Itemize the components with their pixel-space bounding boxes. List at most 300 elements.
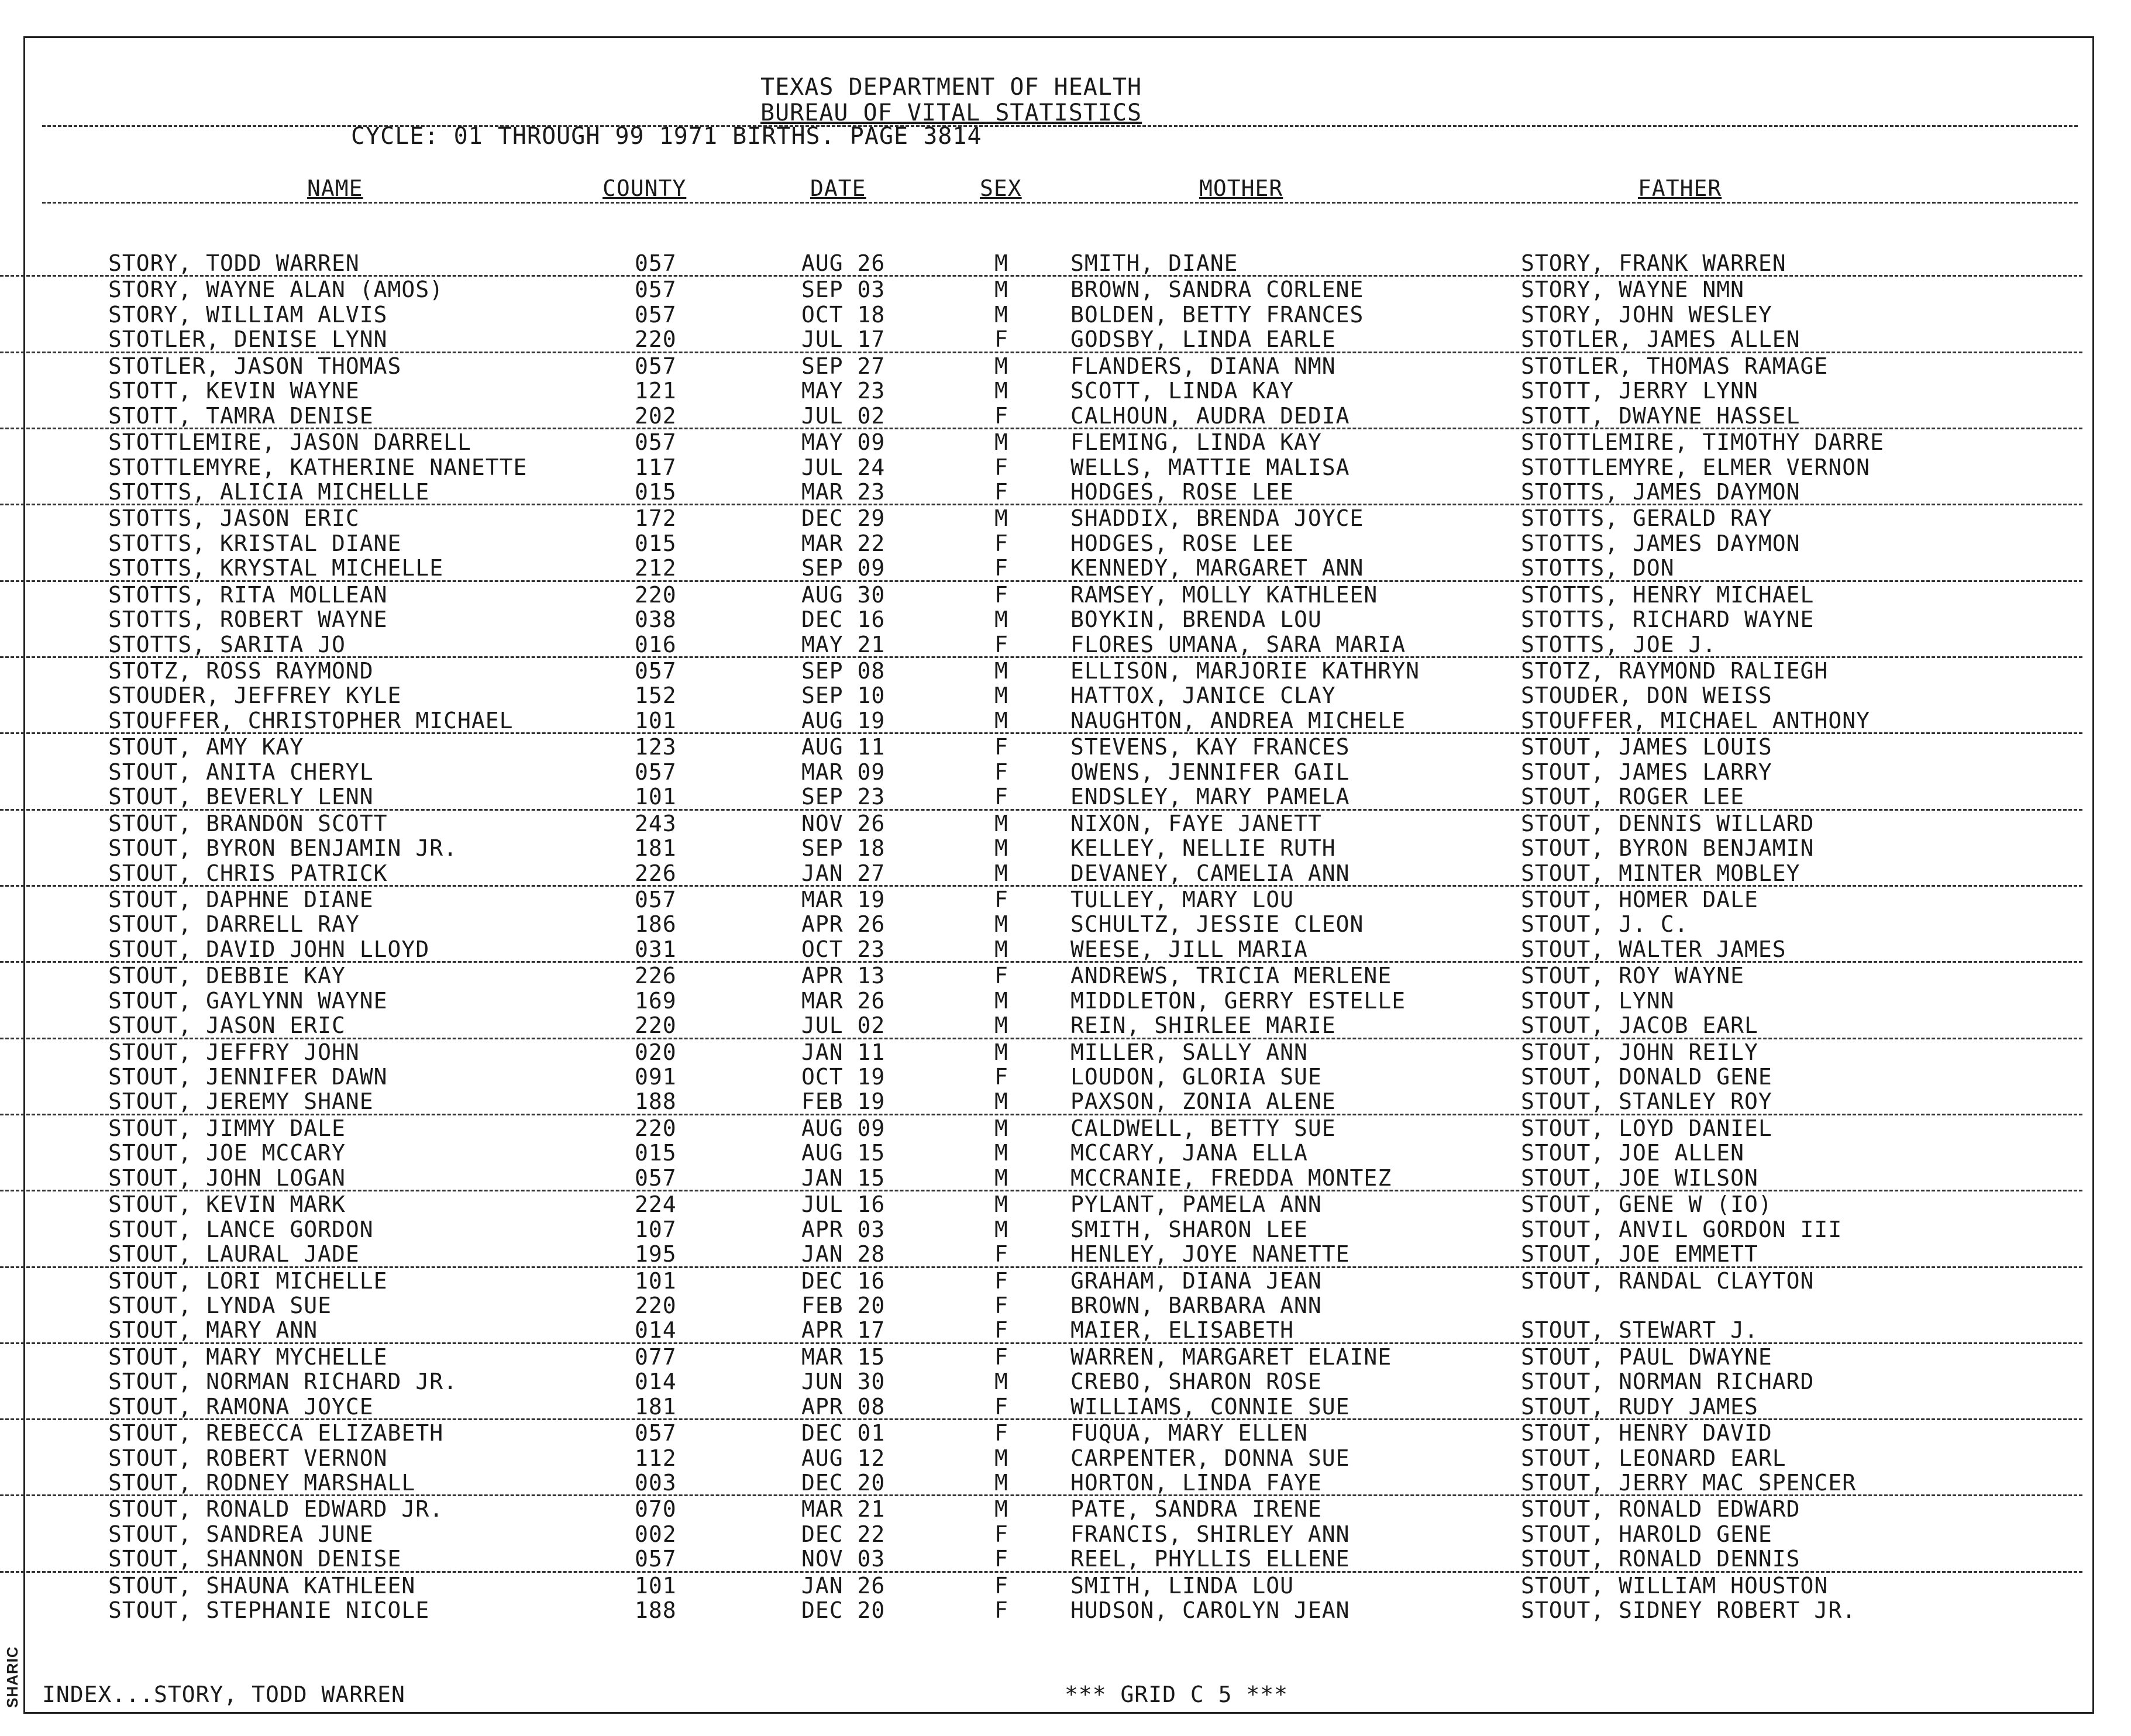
table-row xyxy=(0,250,2082,277)
table-row xyxy=(0,811,2082,835)
record-name: STOUT, SHANNON DENISE xyxy=(108,1546,402,1572)
record-sex: F xyxy=(994,402,1008,429)
record-name: STOTTS, ROBERT WAYNE xyxy=(108,607,388,633)
record-date: AUG 09 xyxy=(801,1115,886,1141)
record-county: 057 xyxy=(635,658,677,684)
record-sex: F xyxy=(994,530,1008,556)
record-date: JUL 02 xyxy=(801,1012,886,1039)
record-name: STOUT, LYNDA SUE xyxy=(108,1292,332,1318)
record-date: JUN 30 xyxy=(801,1369,886,1395)
record-sex: F xyxy=(994,631,1008,657)
record-county: 112 xyxy=(635,1445,677,1471)
record-name: STOUT, AMY KAY xyxy=(108,734,304,760)
record-father: STOTTS, DON xyxy=(1521,555,1675,581)
record-county: 091 xyxy=(635,1064,677,1090)
record-county: 002 xyxy=(635,1521,677,1547)
record-date: APR 13 xyxy=(801,963,886,989)
record-father: STOTT, JERRY LYNN xyxy=(1521,378,1758,404)
record-county: 220 xyxy=(635,1012,677,1039)
header-cycle: CYCLE: 01 THROUGH 99 1971 BIRTHS. PAGE 3814 xyxy=(351,123,982,150)
record-county: 123 xyxy=(635,734,677,760)
record-mother: WEESE, JILL MARIA xyxy=(1070,936,1308,962)
record-mother: HUDSON, CAROLYN JEAN xyxy=(1070,1597,1350,1624)
record-name: STOUT, JENNIFER DAWN xyxy=(108,1064,388,1090)
record-mother: TULLEY, MARY LOU xyxy=(1070,886,1295,912)
record-father: STOUT, LEONARD EARL xyxy=(1521,1445,1786,1471)
record-father: STOUT, GENE W (IO) xyxy=(1521,1191,1772,1218)
record-county: 101 xyxy=(635,1572,677,1599)
record-father: STOUT, ROY WAYNE xyxy=(1521,963,1745,989)
record-name: STOUT, ANITA CHERYL xyxy=(108,759,374,785)
record-father: STOUT, WALTER JAMES xyxy=(1521,936,1786,962)
record-date: JUL 24 xyxy=(801,454,886,480)
record-father: STORY, JOHN WESLEY xyxy=(1521,301,1772,328)
table-row xyxy=(0,1420,2082,1445)
record-county: 212 xyxy=(635,555,677,581)
record-name: STOUT, DARRELL RAY xyxy=(108,911,360,938)
record-name: STOTTLEMIRE, JASON DARRELL xyxy=(108,429,471,456)
record-name: STOUT, LAURAL JADE xyxy=(108,1241,360,1267)
record-sex: M xyxy=(994,250,1008,276)
record-date: APR 17 xyxy=(801,1317,886,1344)
record-mother: CREBO, SHARON ROSE xyxy=(1070,1369,1322,1395)
record-sex: M xyxy=(994,607,1008,633)
table-row xyxy=(0,1268,2082,1293)
record-mother: FLORES UMANA, SARA MARIA xyxy=(1070,631,1406,657)
record-name: STOUT, KEVIN MARK xyxy=(108,1191,346,1218)
record-date: JUL 16 xyxy=(801,1191,886,1218)
record-mother: HODGES, ROSE LEE xyxy=(1070,530,1295,556)
record-father: STOTTS, JAMES DAYMON xyxy=(1521,530,1800,556)
table-row xyxy=(0,1445,2082,1470)
record-father: STOUT, WILLIAM HOUSTON xyxy=(1521,1572,1829,1599)
record-county: 070 xyxy=(635,1496,677,1523)
table-row xyxy=(0,1573,2082,1597)
record-father: STOTLER, JAMES ALLEN xyxy=(1521,326,1800,353)
record-date: JAN 26 xyxy=(801,1572,886,1599)
record-sex: F xyxy=(994,1393,1008,1420)
record-county: 188 xyxy=(635,1089,677,1115)
table-row xyxy=(0,1521,2082,1546)
record-father: STOUT, ROGER LEE xyxy=(1521,784,1745,810)
record-sex: F xyxy=(994,1317,1008,1344)
record-sex: M xyxy=(994,936,1008,962)
record-mother: GODSBY, LINDA EARLE xyxy=(1070,326,1336,353)
record-county: 057 xyxy=(635,250,677,276)
record-date: SEP 18 xyxy=(801,835,886,862)
table-row xyxy=(0,759,2082,784)
record-mother: MIDDLETON, GERRY ESTELLE xyxy=(1070,987,1406,1014)
record-county: 020 xyxy=(635,1039,677,1065)
table-row xyxy=(0,1089,2082,1115)
record-county: 014 xyxy=(635,1317,677,1344)
record-name: STOTTS, RITA MOLLEAN xyxy=(108,581,388,608)
record-father: STOUT, MINTER MOBLEY xyxy=(1521,860,1800,886)
record-county: 169 xyxy=(635,987,677,1014)
table-row xyxy=(0,607,2082,631)
record-sex: M xyxy=(994,1115,1008,1141)
record-date: MAR 23 xyxy=(801,478,886,505)
record-county: 057 xyxy=(635,1165,677,1191)
record-date: AUG 26 xyxy=(801,250,886,276)
record-name: STOTTS, SARITA JO xyxy=(108,631,346,657)
record-name: STOUT, JEREMY SHANE xyxy=(108,1089,374,1115)
record-date: JAN 11 xyxy=(801,1039,886,1065)
table-row xyxy=(0,1115,2082,1140)
table-row xyxy=(0,708,2082,734)
record-name: STOUT, RAMONA JOYCE xyxy=(108,1393,374,1420)
record-date: DEC 16 xyxy=(801,1267,886,1294)
record-mother: HODGES, ROSE LEE xyxy=(1070,478,1295,505)
record-name: STOUT, STEPHANIE NICOLE xyxy=(108,1597,430,1624)
record-name: STOUT, JOHN LOGAN xyxy=(108,1165,346,1191)
record-mother: MCCRANIE, FREDDA MONTEZ xyxy=(1070,1165,1392,1191)
record-name: STOUT, BRANDON SCOTT xyxy=(108,810,388,836)
record-sex: M xyxy=(994,1369,1008,1395)
record-mother: MCCARY, JANA ELLA xyxy=(1070,1140,1308,1166)
record-mother: CALHOUN, AUDRA DEDIA xyxy=(1070,402,1350,429)
record-county: 057 xyxy=(635,1420,677,1446)
record-father: STOTTS, RICHARD WAYNE xyxy=(1521,607,1815,633)
table-row xyxy=(0,835,2082,860)
record-father: STOUFFER, MICHAEL ANTHONY xyxy=(1521,707,1870,733)
record-mother: BOLDEN, BETTY FRANCES xyxy=(1070,301,1364,328)
record-sex: M xyxy=(994,1140,1008,1166)
record-father: STOUT, JOE EMMETT xyxy=(1521,1241,1758,1267)
record-date: SEP 09 xyxy=(801,555,886,581)
record-county: 188 xyxy=(635,1597,677,1624)
record-mother: ANDREWS, TRICIA MERLENE xyxy=(1070,963,1392,989)
record-father: STOTLER, THOMAS RAMAGE xyxy=(1521,353,1829,379)
record-name: STOUT, DEBBIE KAY xyxy=(108,963,346,989)
table-row xyxy=(0,403,2082,429)
record-name: STOUT, GAYLYNN WAYNE xyxy=(108,987,388,1014)
record-name: STOTLER, JASON THOMAS xyxy=(108,353,402,379)
table-row xyxy=(0,302,2082,326)
table-row xyxy=(0,429,2082,454)
record-mother: NAUGHTON, ANDREA MICHELE xyxy=(1070,707,1406,733)
table-row xyxy=(0,1344,2082,1369)
header-bureau: BUREAU OF VITAL STATISTICS xyxy=(760,99,1142,126)
record-county: 057 xyxy=(635,429,677,456)
record-sex: M xyxy=(994,860,1008,886)
record-name: STOUT, RODNEY MARSHALL xyxy=(108,1470,416,1496)
record-mother: FLEMING, LINDA KAY xyxy=(1070,429,1322,456)
record-mother: DEVANEY, CAMELIA ANN xyxy=(1070,860,1350,886)
record-sex: M xyxy=(994,353,1008,379)
record-father: STOTTLEMYRE, ELMER VERNON xyxy=(1521,454,1870,480)
record-county: 014 xyxy=(635,1369,677,1395)
record-county: 101 xyxy=(635,1267,677,1294)
record-name: STOUT, CHRIS PATRICK xyxy=(108,860,388,886)
record-name: STORY, WILLIAM ALVIS xyxy=(108,301,388,328)
record-date: SEP 23 xyxy=(801,784,886,810)
record-mother: PATE, SANDRA IRENE xyxy=(1070,1496,1322,1523)
record-name: STOUT, JASON ERIC xyxy=(108,1012,346,1039)
record-father: STOTTS, GERALD RAY xyxy=(1521,505,1772,532)
record-father: STOUT, LYNN xyxy=(1521,987,1675,1014)
record-county: 220 xyxy=(635,581,677,608)
record-name: STOUT, RONALD EDWARD JR. xyxy=(108,1496,444,1523)
record-father: STORY, WAYNE NMN xyxy=(1521,277,1745,303)
record-sex: F xyxy=(994,1064,1008,1090)
record-mother: CALDWELL, BETTY SUE xyxy=(1070,1115,1336,1141)
record-mother: WARREN, MARGARET ELAINE xyxy=(1070,1344,1392,1370)
side-mark-text: SHARIC xyxy=(4,1646,21,1708)
record-mother: LOUDON, GLORIA SUE xyxy=(1070,1064,1322,1090)
record-county: 057 xyxy=(635,301,677,328)
record-father: STOUT, JAMES LARRY xyxy=(1521,759,1772,785)
record-sex: F xyxy=(994,1597,1008,1624)
record-date: AUG 19 xyxy=(801,707,886,733)
record-county: 220 xyxy=(635,1292,677,1318)
record-mother: FLANDERS, DIANA NMN xyxy=(1070,353,1336,379)
record-sex: M xyxy=(994,987,1008,1014)
table-row xyxy=(0,1394,2082,1420)
record-mother: HATTOX, JANICE CLAY xyxy=(1070,683,1336,709)
record-county: 107 xyxy=(635,1216,677,1242)
record-county: 057 xyxy=(635,1546,677,1572)
record-date: SEP 08 xyxy=(801,658,886,684)
record-name: STOUT, JIMMY DALE xyxy=(108,1115,346,1141)
record-mother: REIN, SHIRLEE MARIE xyxy=(1070,1012,1336,1039)
record-county: 101 xyxy=(635,707,677,733)
record-name: STOUT, NORMAN RICHARD JR. xyxy=(108,1369,457,1395)
record-county: 220 xyxy=(635,1115,677,1141)
record-father: STOUT, JOE ALLEN xyxy=(1521,1140,1745,1166)
record-mother: NIXON, FAYE JANETT xyxy=(1070,810,1322,836)
record-mother: GRAHAM, DIANA JEAN xyxy=(1070,1267,1322,1294)
table-row xyxy=(0,911,2082,936)
table-row xyxy=(0,1369,2082,1393)
record-county: 003 xyxy=(635,1470,677,1496)
record-father: STOUT, JAMES LOUIS xyxy=(1521,734,1772,760)
table-row xyxy=(0,1470,2082,1496)
record-date: MAR 19 xyxy=(801,886,886,912)
table-row xyxy=(0,555,2082,581)
record-county: 181 xyxy=(635,835,677,862)
record-county: 202 xyxy=(635,402,677,429)
record-father: STOTTLEMIRE, TIMOTHY DARRE xyxy=(1521,429,1884,456)
record-mother: HENLEY, JOYE NANETTE xyxy=(1070,1241,1350,1267)
record-county: 243 xyxy=(635,810,677,836)
record-mother: FUQUA, MARY ELLEN xyxy=(1070,1420,1308,1446)
record-mother: OWENS, JENNIFER GAIL xyxy=(1070,759,1350,785)
record-sex: M xyxy=(994,1496,1008,1523)
table-row xyxy=(0,632,2082,658)
table-row xyxy=(0,582,2082,607)
record-county: 181 xyxy=(635,1393,677,1420)
record-father: STOUT, JOE WILSON xyxy=(1521,1165,1758,1191)
record-name: STORY, TODD WARREN xyxy=(108,250,360,276)
record-date: APR 08 xyxy=(801,1393,886,1420)
table-row xyxy=(0,531,2082,555)
record-date: MAY 21 xyxy=(801,631,886,657)
record-father: STOTTS, HENRY MICHAEL xyxy=(1521,581,1815,608)
record-mother: BOYKIN, BRENDA LOU xyxy=(1070,607,1322,633)
table-row xyxy=(0,860,2082,887)
record-county: 057 xyxy=(635,759,677,785)
table-row xyxy=(0,353,2082,378)
record-name: STOUT, LANCE GORDON xyxy=(108,1216,374,1242)
record-date: FEB 19 xyxy=(801,1089,886,1115)
record-father: STOUT, HAROLD GENE xyxy=(1521,1521,1772,1547)
column-header-divider xyxy=(42,202,2078,204)
column-header-father: FATHER xyxy=(1638,175,1722,201)
record-father: STOUT, STEWART J. xyxy=(1521,1317,1758,1344)
table-row xyxy=(0,1597,2082,1622)
table-row xyxy=(0,454,2082,479)
record-date: DEC 20 xyxy=(801,1470,886,1496)
record-father: STOUT, DONALD GENE xyxy=(1521,1064,1772,1090)
record-date: OCT 18 xyxy=(801,301,886,328)
record-mother: STEVENS, KAY FRANCES xyxy=(1070,734,1350,760)
record-county: 015 xyxy=(635,530,677,556)
record-father: STOUT, RUDY JAMES xyxy=(1521,1393,1758,1420)
column-header-name: NAME xyxy=(307,175,363,201)
record-date: SEP 03 xyxy=(801,277,886,303)
table-row xyxy=(0,734,2082,759)
record-father: STOUT, ANVIL GORDON III xyxy=(1521,1216,1843,1242)
record-sex: F xyxy=(994,1292,1008,1318)
record-mother: ELLISON, MARJORIE KATHRYN xyxy=(1070,658,1420,684)
record-mother: RAMSEY, MOLLY KATHLEEN xyxy=(1070,581,1378,608)
table-row xyxy=(0,326,2082,353)
record-county: 015 xyxy=(635,478,677,505)
table-row xyxy=(0,887,2082,911)
record-sex: M xyxy=(994,1039,1008,1065)
record-date: OCT 23 xyxy=(801,936,886,962)
record-father: STOUDER, DON WEISS xyxy=(1521,683,1772,709)
record-date: JAN 27 xyxy=(801,860,886,886)
record-father: STOUT, SIDNEY ROBERT JR. xyxy=(1521,1597,1857,1624)
record-name: STOUT, SANDREA JUNE xyxy=(108,1521,374,1547)
record-county: 152 xyxy=(635,683,677,709)
record-sex: M xyxy=(994,505,1008,532)
record-date: NOV 03 xyxy=(801,1546,886,1572)
record-date: SEP 27 xyxy=(801,353,886,379)
record-sex: F xyxy=(994,1344,1008,1370)
record-name: STOUT, BEVERLY LENN xyxy=(108,784,374,810)
record-sex: M xyxy=(994,378,1008,404)
record-name: STOUT, SHAUNA KATHLEEN xyxy=(108,1572,416,1599)
record-county: 195 xyxy=(635,1241,677,1267)
record-father: STOUT, HOMER DALE xyxy=(1521,886,1758,912)
side-mark xyxy=(2,1632,20,1714)
record-date: JAN 15 xyxy=(801,1165,886,1191)
header-department: TEXAS DEPARTMENT OF HEALTH xyxy=(760,74,1142,101)
record-county: 121 xyxy=(635,378,677,404)
record-mother: PYLANT, PAMELA ANN xyxy=(1070,1191,1322,1218)
table-row xyxy=(0,1012,2082,1039)
record-county: 226 xyxy=(635,963,677,989)
record-county: 077 xyxy=(635,1344,677,1370)
record-sex: M xyxy=(994,1191,1008,1218)
record-father: STOUT, STANLEY ROY xyxy=(1521,1089,1772,1115)
record-date: JUL 17 xyxy=(801,326,886,353)
record-date: MAR 26 xyxy=(801,987,886,1014)
record-mother: SMITH, SHARON LEE xyxy=(1070,1216,1308,1242)
record-mother: PAXSON, ZONIA ALENE xyxy=(1070,1089,1336,1115)
record-county: 186 xyxy=(635,911,677,938)
record-sex: F xyxy=(994,1521,1008,1547)
record-county: 220 xyxy=(635,326,677,353)
record-name: STOUT, DAVID JOHN LLOYD xyxy=(108,936,430,962)
table-row xyxy=(0,378,2082,402)
table-row xyxy=(0,988,2082,1012)
table-row xyxy=(0,1317,2082,1344)
record-date: DEC 29 xyxy=(801,505,886,532)
table-row xyxy=(0,683,2082,707)
record-date: SEP 10 xyxy=(801,683,886,709)
record-name: STOTTS, JASON ERIC xyxy=(108,505,360,532)
record-father: STOTT, DWAYNE HASSEL xyxy=(1521,402,1800,429)
record-name: STOUFFER, CHRISTOPHER MICHAEL xyxy=(108,707,514,733)
record-date: MAR 21 xyxy=(801,1496,886,1523)
record-sex: F xyxy=(994,1420,1008,1446)
record-sex: M xyxy=(994,1165,1008,1191)
record-mother: SMITH, DIANE xyxy=(1070,250,1238,276)
record-name: STOUT, LORI MICHELLE xyxy=(108,1267,388,1294)
record-sex: F xyxy=(994,454,1008,480)
record-mother: KENNEDY, MARGARET ANN xyxy=(1070,555,1364,581)
record-sex: M xyxy=(994,810,1008,836)
record-mother: HORTON, LINDA FAYE xyxy=(1070,1470,1322,1496)
record-date: FEB 20 xyxy=(801,1292,886,1318)
record-sex: F xyxy=(994,759,1008,785)
record-name: STORY, WAYNE ALAN (AMOS) xyxy=(108,277,444,303)
record-date: APR 03 xyxy=(801,1216,886,1242)
record-county: 226 xyxy=(635,860,677,886)
record-father: STOUT, JERRY MAC SPENCER xyxy=(1521,1470,1857,1496)
record-mother: WELLS, MATTIE MALISA xyxy=(1070,454,1350,480)
record-mother: ENDSLEY, MARY PAMELA xyxy=(1070,784,1350,810)
record-father: STOUT, RANDAL CLAYTON xyxy=(1521,1267,1815,1294)
record-name: STOUT, MARY ANN xyxy=(108,1317,318,1344)
record-name: STOUT, REBECCA ELIZABETH xyxy=(108,1420,444,1446)
record-sex: M xyxy=(994,1216,1008,1242)
record-name: STOTTS, KRYSTAL MICHELLE xyxy=(108,555,444,581)
record-county: 057 xyxy=(635,886,677,912)
record-sex: F xyxy=(994,963,1008,989)
record-mother: REEL, PHYLLIS ELLENE xyxy=(1070,1546,1350,1572)
record-name: STOTTS, KRISTAL DIANE xyxy=(108,530,402,556)
record-date: AUG 15 xyxy=(801,1140,886,1166)
table-row xyxy=(0,1165,2082,1191)
record-county: 172 xyxy=(635,505,677,532)
record-name: STOTZ, ROSS RAYMOND xyxy=(108,658,374,684)
header-divider xyxy=(42,125,2078,127)
table-row xyxy=(0,1546,2082,1572)
record-sex: M xyxy=(994,911,1008,938)
record-mother: BROWN, SANDRA CORLENE xyxy=(1070,277,1364,303)
record-date: AUG 12 xyxy=(801,1445,886,1471)
table-row xyxy=(0,479,2082,505)
record-sex: F xyxy=(994,1241,1008,1267)
record-county: 117 xyxy=(635,454,677,480)
record-date: MAY 09 xyxy=(801,429,886,456)
record-father: STOUT, PAUL DWAYNE xyxy=(1521,1344,1772,1370)
record-date: MAR 15 xyxy=(801,1344,886,1370)
record-sex: F xyxy=(994,555,1008,581)
table-row xyxy=(0,1217,2082,1241)
record-name: STOUT, MARY MYCHELLE xyxy=(108,1344,388,1370)
record-sex: F xyxy=(994,478,1008,505)
record-sex: M xyxy=(994,1089,1008,1115)
table-row xyxy=(0,1064,2082,1089)
record-sex: M xyxy=(994,683,1008,709)
record-mother: SHADDIX, BRENDA JOYCE xyxy=(1070,505,1364,532)
